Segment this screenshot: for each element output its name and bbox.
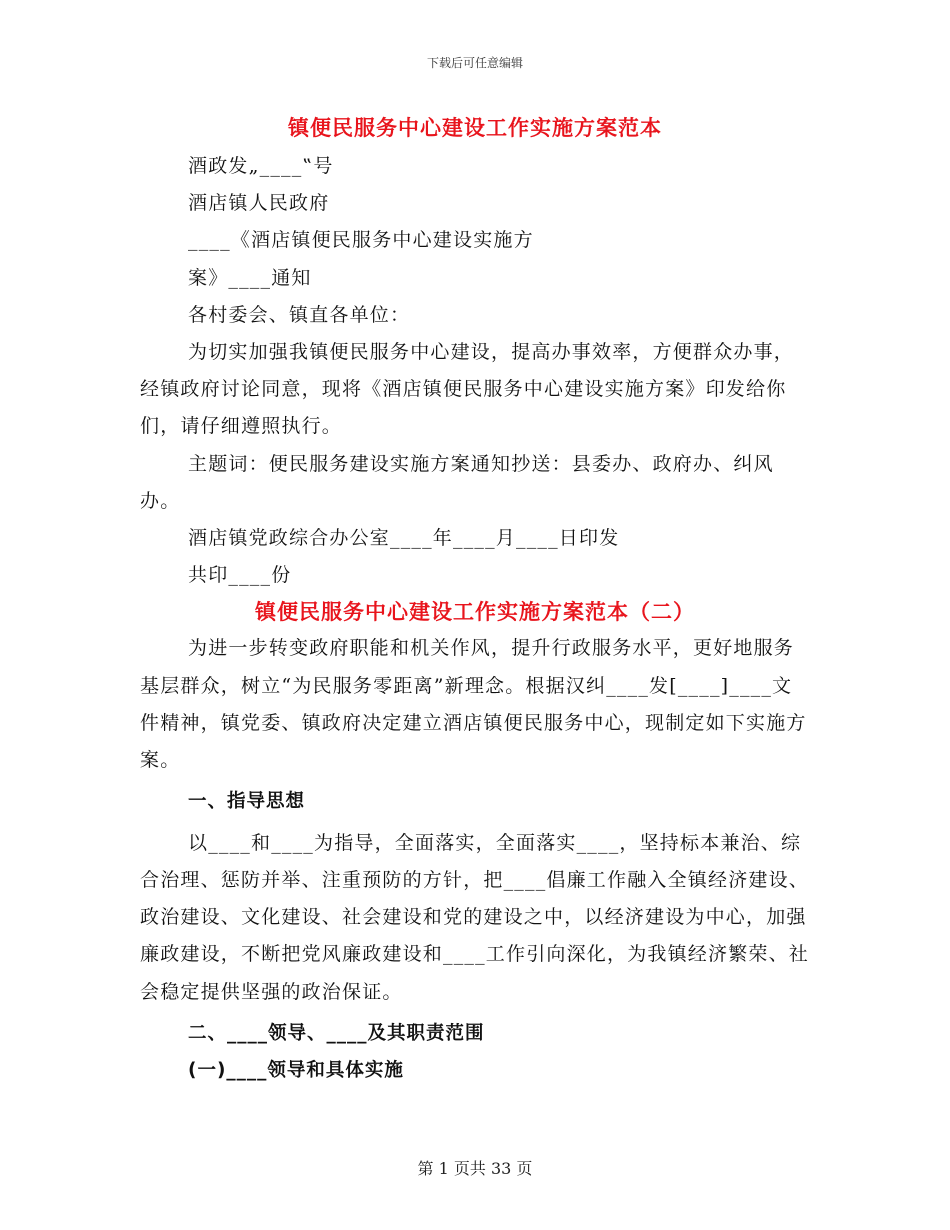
document-title: 镇便民服务中心建设工作实施方案范本 xyxy=(288,116,662,140)
section-heading-leadership: 二、____领导、____及其职责范围 xyxy=(188,1022,485,1044)
header-note: 下载后可任意编辑 xyxy=(426,56,523,70)
page-number-footer: 第 1 页共 33 页 xyxy=(417,1159,533,1178)
second-document-title: 镇便民服务中心建设工作实施方案范本（二） xyxy=(255,600,695,625)
notice-title-line-1: ____《酒店镇便民服务中心建设实施方 xyxy=(188,229,534,252)
notice-body-paragraph: 为切实加强我镇便民服务中心建设，提高办事效率，方便群众办事，经镇政府讨论同意，现将《酒店镇便民服务中心建设实施方案》印发给你们，请仔细遵照执行。 xyxy=(140,341,795,438)
document-number: 酒政发„____‟号 xyxy=(188,155,334,177)
intro-paragraph: 为进一步转变政府职能和机关作风，提升行政服务水平，更好地服务基层群众，树立“为民服务零距离”新理念。根据汉纠____发[____]____文件精神，镇党委、镇政府决定建立酒店镇便民服务中心，现制定如下实施方案。 xyxy=(140,637,807,772)
printing-office-line: 酒店镇党政综合办公室____年____月____日印发 xyxy=(188,527,620,550)
issuing-authority: 酒店镇人民政府 xyxy=(188,192,330,215)
copies-printed-line: 共印____份 xyxy=(188,564,292,587)
recipients: 各村委会、镇直各单位： xyxy=(188,303,411,326)
subject-keywords-paragraph: 主题词：便民服务建设实施方案通知抄送：县委办、政府办、纠风办。 xyxy=(140,452,774,512)
subsection-heading-leadership-implementation: (一)____领导和具体实施 xyxy=(188,1060,404,1082)
document-body xyxy=(140,110,810,1090)
guiding-ideology-paragraph: 以____和____为指导，全面落实，全面落实____，坚持标本兼治、综合治理、惩防并举、注重预防的方针，把____倡廉工作融入全镇经济建设、政治建设、文化建设、社会建设和党的建设之中，以经济建设为中心，加强廉政建设，不断把党风廉政建设和____工作引向深化，为我镇经济繁荣、社会稳定提供坚强的政治保证。 xyxy=(140,831,810,1003)
section-heading-guiding-ideology: 一、指导思想 xyxy=(188,791,306,813)
notice-title-line-2: 案》____通知 xyxy=(188,266,312,289)
